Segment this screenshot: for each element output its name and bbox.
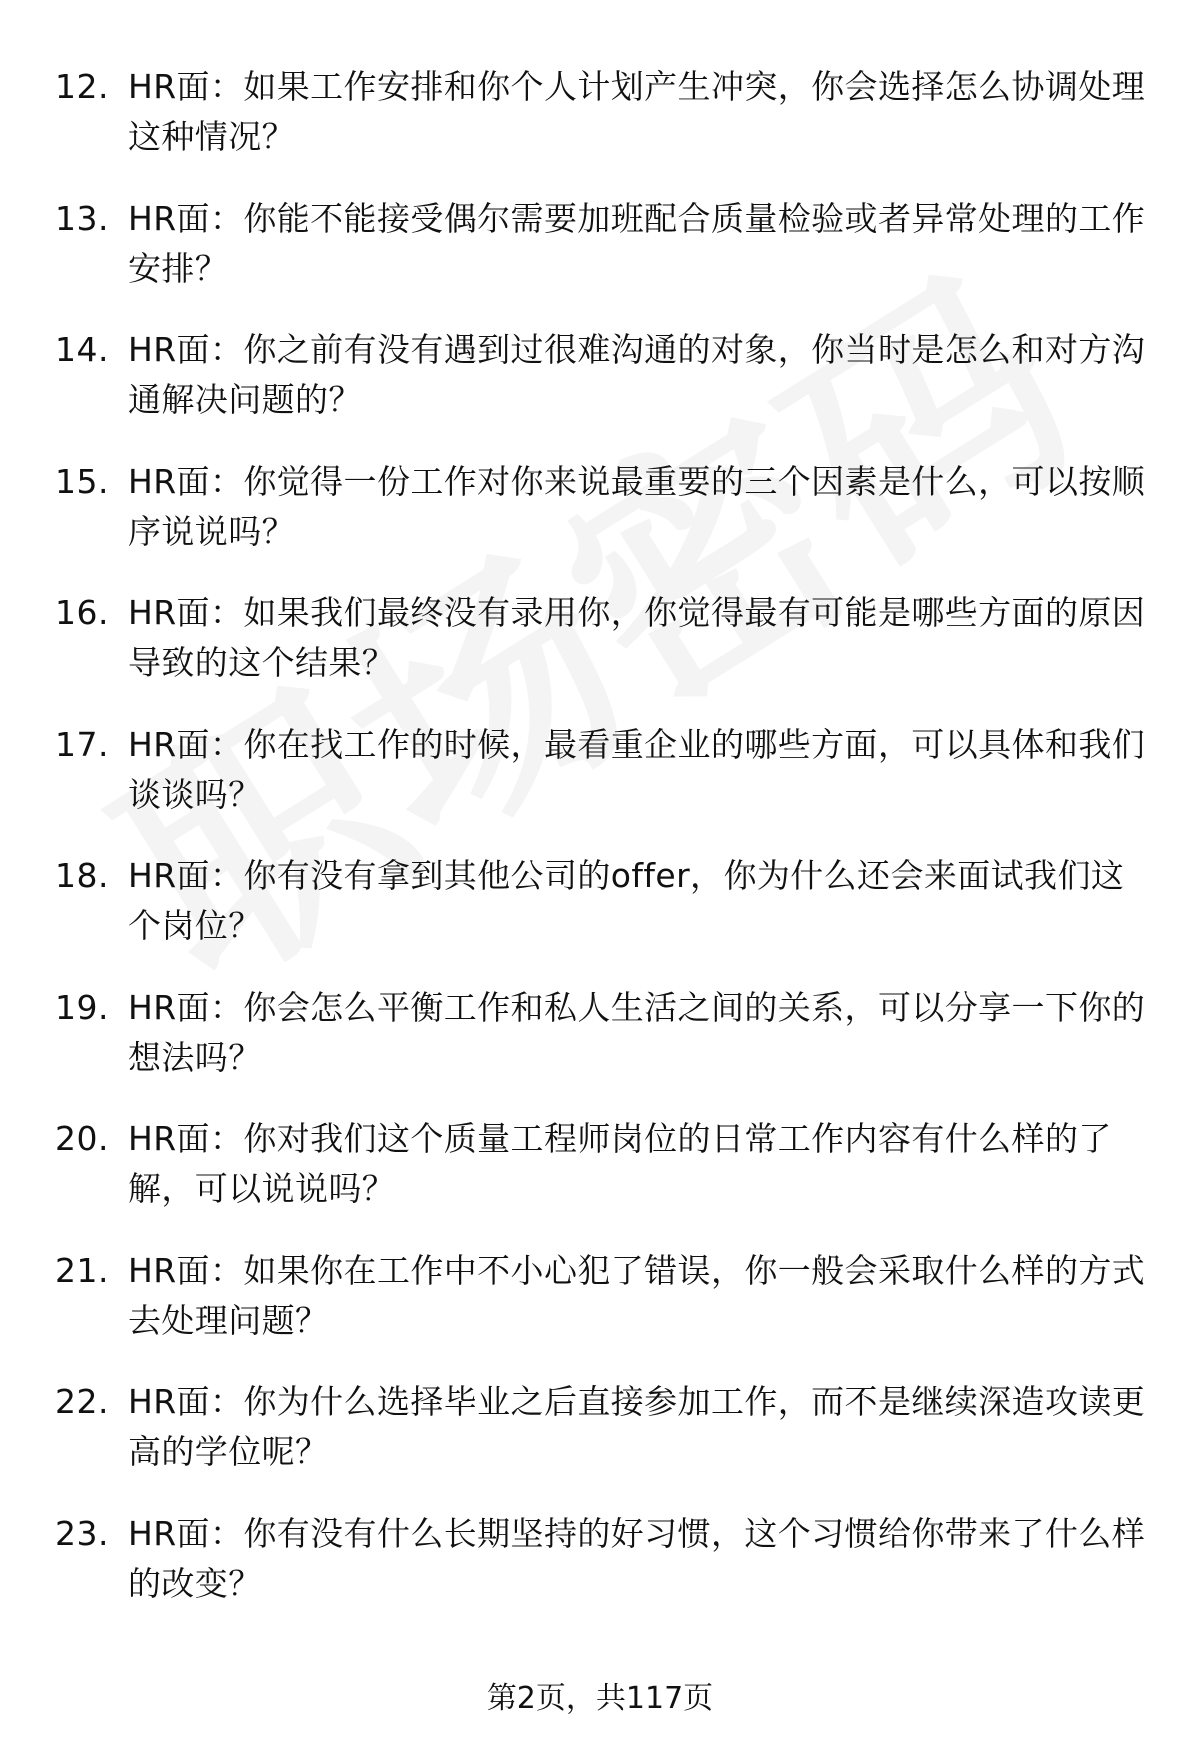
question-item — [0, 62, 1200, 194]
question-item — [0, 1509, 1200, 1641]
question-number: 15. — [55, 461, 109, 501]
question-number: 23. — [55, 1513, 109, 1553]
question-item — [0, 720, 1200, 852]
question-item — [0, 983, 1200, 1115]
question-text: HR面：如果我们最终没有录用你，你觉得最有可能是哪些方面的原因导致的这个结果？ — [128, 593, 1146, 682]
question-text: HR面：你为什么选择毕业之后直接参加工作，而不是继续深造攻读更高的学位呢？ — [128, 1382, 1146, 1471]
question-text: HR面：你会怎么平衡工作和私人生活之间的关系，可以分享一下你的想法吗？ — [128, 987, 1146, 1077]
question-number: 19. — [55, 987, 109, 1027]
question-text: HR面：你在找工作的时候，最看重企业的哪些方面，可以具体和我们谈谈吗？ — [128, 724, 1146, 814]
question-text: HR面：你觉得一份工作对你来说最重要的三个因素是什么，可以按顺序说说吗？ — [128, 461, 1146, 551]
page-number-footer: 第2页，共117页 — [486, 1681, 714, 1716]
question-number: 18. — [55, 856, 109, 895]
question-text: HR面：如果工作安排和你个人计划产生冲突，你会选择怎么协调处理这种情况？ — [128, 67, 1146, 156]
question-number: 22. — [55, 1382, 109, 1421]
question-number: 21. — [55, 1250, 109, 1290]
question-number: 17. — [55, 724, 109, 764]
question-text: HR面：你对我们这个质量工程师岗位的日常工作内容有什么样的了解，可以说说吗？ — [128, 1119, 1112, 1208]
question-item — [0, 325, 1200, 457]
question-text: HR面：你有没有拿到其他公司的offer，你为什么还会来面试我们这个岗位？ — [128, 856, 1125, 945]
question-number: 13. — [55, 198, 109, 238]
question-item — [0, 1114, 1200, 1246]
question-number: 12. — [55, 67, 109, 106]
question-text: HR面：你有没有什么长期坚持的好习惯，这个习惯给你带来了什么样的改变？ — [128, 1513, 1146, 1603]
question-item — [0, 457, 1200, 589]
question-item — [0, 851, 1200, 983]
question-item — [0, 194, 1200, 326]
question-number: 14. — [55, 330, 109, 369]
question-text: HR面：你能不能接受偶尔需要加班配合质量检验或者异常处理的工作安排？ — [128, 198, 1146, 288]
question-text: HR面：如果你在工作中不小心犯了错误，你一般会采取什么样的方式去处理问题？ — [128, 1250, 1146, 1340]
question-text: HR面：你之前有没有遇到过很难沟通的对象，你当时是怎么和对方沟通解决问题的？ — [128, 330, 1146, 419]
question-item — [0, 1377, 1200, 1509]
question-item — [0, 588, 1200, 720]
question-list — [0, 62, 1200, 1640]
question-item — [0, 1246, 1200, 1378]
question-number: 20. — [55, 1119, 109, 1158]
question-number: 16. — [55, 593, 109, 632]
